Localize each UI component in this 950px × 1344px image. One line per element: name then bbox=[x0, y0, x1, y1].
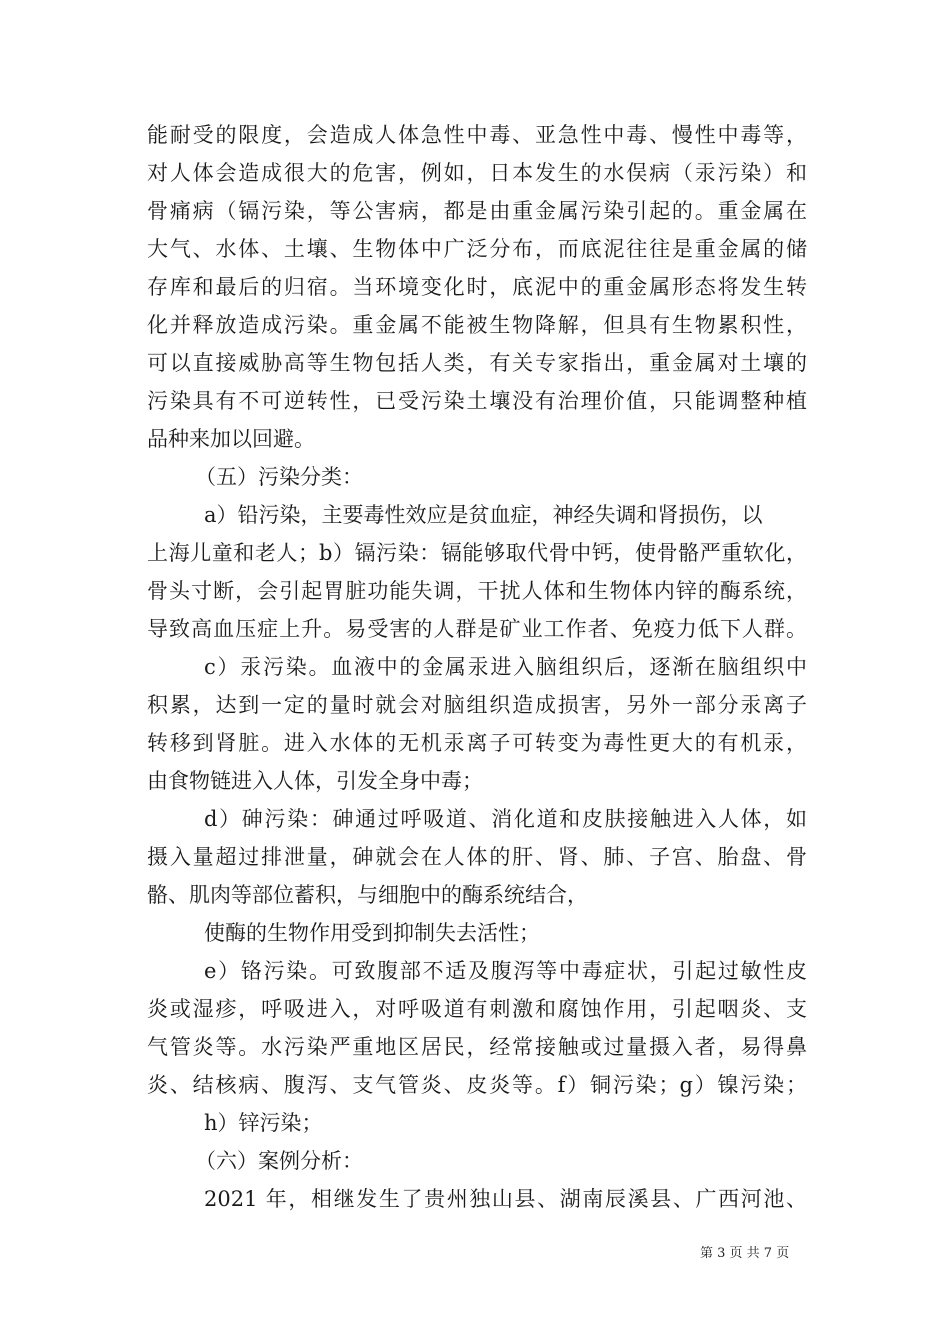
text-line: 品种来加以回避。 bbox=[147, 427, 315, 451]
section-heading: （六）案例分析： bbox=[195, 1149, 363, 1173]
text-line: 污染具有不可逆转性，已受污染土壤没有治理价值，只能调整种植 bbox=[147, 389, 807, 413]
text-line: 由食物链进入人体，引发全身中毒； bbox=[147, 769, 483, 793]
text-line: 大气、水体、土壤、生物体中广泛分布，而底泥往往是重金属的储 bbox=[147, 237, 807, 261]
text-line: 存库和最后的归宿。当环境变化时，底泥中的重金属形态将发生转 bbox=[147, 275, 807, 299]
paragraph-first-line: a）铅污染，主要毒性效应是贫血症，神经失调和肾损伤，以 bbox=[204, 503, 763, 527]
text-line: 能耐受的限度，会造成人体急性中毒、亚急性中毒、慢性中毒等， bbox=[147, 123, 807, 147]
text-line: 炎、结核病、腹泻、支气管炎、皮炎等。f）铜污染；g）镍污染； bbox=[147, 1073, 807, 1097]
section-heading: （五）污染分类： bbox=[195, 465, 363, 489]
text-line: 摄入量超过排泄量，砷就会在人体的肝、肾、肺、子宫、胎盘、骨 bbox=[147, 845, 807, 869]
text-line: 骼、肌肉等部位蓄积，与细胞中的酶系统结合， bbox=[147, 883, 588, 907]
text-line: 化并释放造成污染。重金属不能被生物降解，但具有生物累积性， bbox=[147, 313, 807, 337]
text-line: 上海儿童和老人；b）镉污染：镉能够取代骨中钙，使骨骼严重软化， bbox=[147, 541, 807, 565]
text-line: 气管炎等。水污染严重地区居民，经常接触或过量摄入者，易得鼻 bbox=[147, 1035, 807, 1059]
text-line: 导致高血压症上升。易受害的人群是矿业工作者、免疫力低下人群。 bbox=[147, 617, 807, 641]
text-line: 炎或湿疹，呼吸进入，对呼吸道有刺激和腐蚀作用，引起咽炎、支 bbox=[147, 997, 807, 1021]
text-line: 对人体会造成很大的危害，例如，日本发生的水俣病（汞污染）和 bbox=[147, 161, 807, 185]
paragraph-first-line: 使酶的生物作用受到抑制失去活性； bbox=[204, 921, 540, 945]
paragraph-first-line: d）砷污染：砷通过呼吸道、消化道和皮肤接触进入人体，如 bbox=[204, 807, 807, 831]
paragraph-first-line: 2021 年，相继发生了贵州独山县、湖南辰溪县、广西河池、 bbox=[204, 1187, 807, 1211]
paragraph-first-line: c）汞污染。血液中的金属汞进入脑组织后，逐渐在脑组织中 bbox=[204, 655, 807, 679]
text-line: 转移到肾脏。进入水体的无机汞离子可转变为毒性更大的有机汞， bbox=[147, 731, 807, 755]
text-line: 可以直接威胁高等生物包括人类，有关专家指出，重金属对土壤的 bbox=[147, 351, 807, 375]
paragraph-first-line: h）锌污染； bbox=[204, 1111, 323, 1135]
text-line: 骨头寸断，会引起胃脏功能失调，干扰人体和生物体内锌的酶系统， bbox=[147, 579, 807, 603]
page-number: 第 3 页 共 7 页 bbox=[700, 1246, 790, 1261]
paragraph-first-line: e）铬污染。可致腹部不适及腹泻等中毒症状，引起过敏性皮 bbox=[204, 959, 807, 983]
text-line: 积累，达到一定的量时就会对脑组织造成损害，另外一部分汞离子 bbox=[147, 693, 807, 717]
text-line: 骨痛病（镉污染，等公害病，都是由重金属污染引起的。重金属在 bbox=[147, 199, 807, 223]
